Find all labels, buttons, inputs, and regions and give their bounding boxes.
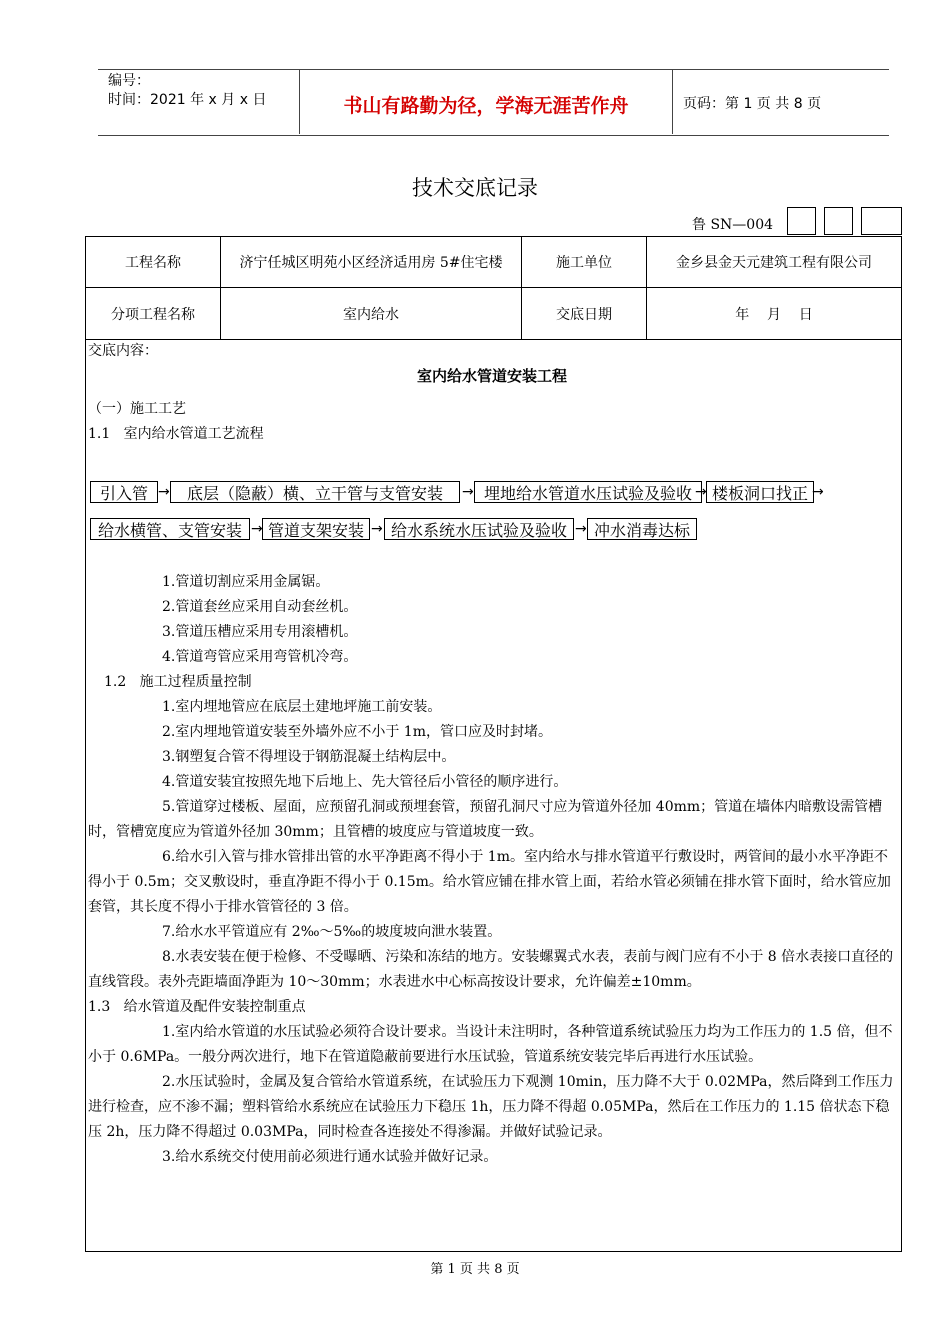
date-label: 交底日期 bbox=[556, 306, 612, 323]
list-item: 2.管道套丝应采用自动套丝机。 bbox=[162, 599, 358, 615]
header-divider bbox=[672, 70, 673, 134]
date-value: 年 月 日 bbox=[735, 306, 813, 323]
subsection-heading: 1.2 施工过程质量控制 bbox=[104, 674, 252, 690]
flow-step: 引入管 bbox=[90, 481, 158, 503]
content-top bbox=[88, 339, 896, 447]
contractor: 金乡县金天元建筑工程有限公司 bbox=[676, 255, 872, 271]
contractor-label: 施工单位 bbox=[556, 255, 612, 271]
project-name-label: 工程名称 bbox=[125, 255, 181, 271]
flow-step: 埋地给水管道水压试验及验收 bbox=[474, 481, 702, 503]
flow-step: 底层（隐蔽）横、立干管与支管安装 bbox=[170, 481, 460, 503]
list-item: 3.钢塑复合管不得埋设于钢筋混凝土结构层中。 bbox=[162, 749, 456, 765]
time-label: 时间：2021 年 x 月 x 日 bbox=[108, 92, 267, 108]
page-footer: 第 1 页 共 8 页 bbox=[430, 1262, 520, 1277]
arrow-icon: → bbox=[695, 484, 707, 500]
sub-project: 室内给水 bbox=[343, 306, 399, 323]
flow-step: 管道支架安装 bbox=[262, 518, 370, 540]
content-body bbox=[88, 570, 896, 1170]
content-label: 交底内容： bbox=[88, 343, 158, 359]
list-item: 1.室内给水管道的水压试验必须符合设计要求。当设计未注明时，各种管道系统试验压力均为工作压力的 1.5 倍，但不小于 0.6MPa。一般分两次进行，地下在管道隐蔽前要进行水压试验，管道系统安装完毕后再进行水压试验。 bbox=[88, 1024, 893, 1065]
page-info: 页码：第 1 页 共 8 页 bbox=[683, 96, 822, 112]
header-top-rule bbox=[98, 69, 889, 70]
list-item: 3.给水系统交付使用前必须进行通水试验并做好记录。 bbox=[162, 1149, 498, 1165]
sub-project-label: 分项工程名称 bbox=[111, 306, 195, 323]
flow-row-1 bbox=[90, 481, 920, 505]
code-box bbox=[861, 207, 902, 235]
number-label: 编号： bbox=[108, 73, 150, 89]
list-item: 7.给水水平管道应有 2‰～5‰的坡度坡向泄水装置。 bbox=[162, 924, 502, 940]
flow-row-2 bbox=[90, 518, 920, 542]
arrow-icon: → bbox=[251, 521, 263, 537]
doc-title: 技术交底记录 bbox=[412, 176, 538, 200]
arrow-icon: → bbox=[462, 484, 474, 500]
list-item: 2.室内埋地管道安装至外墙外应不小于 1m，管口应及时封堵。 bbox=[162, 724, 552, 740]
arrow-icon: → bbox=[575, 521, 587, 537]
project-name: 济宁任城区明苑小区经济适用房 5#住宅楼 bbox=[239, 255, 503, 271]
list-item: 5.管道穿过楼板、屋面，应预留孔洞或预埋套管，预留孔洞尺寸应为管道外径加 40mm；管道在墙体内暗敷设需管槽时，管槽宽度应为管道外径加 30mm；且管槽的坡度应与管道坡度一致。 bbox=[88, 799, 883, 840]
header-bottom-rule bbox=[98, 135, 889, 136]
flow-step: 给水横管、支管安装 bbox=[90, 518, 250, 540]
subsection-heading: 1.1 室内给水管道工艺流程 bbox=[88, 426, 264, 442]
part-heading: （一）施工工艺 bbox=[88, 401, 186, 417]
list-item: 6.给水引入管与排水管排出管的水平净距离不得小于 1m。室内给水与排水管道平行敷设时，两管间的最小水平净距不得小于 0.5m；交叉敷设时，垂直净距不得小于 0.15m。给水管应铺在排水管上面，若给水管必须铺在排水管下面时，给水管应加套管，其长度不得小于排水管管径的 3 倍。 bbox=[88, 849, 891, 915]
doc-code: 鲁 SN—004 bbox=[692, 217, 774, 233]
arrow-icon: → bbox=[371, 521, 383, 537]
code-box bbox=[824, 207, 853, 235]
list-item: 2.水压试验时，金属及复合管给水管道系统，在试验压力下观测 10min，压力降不大于 0.02MPa，然后降到工作压力进行检查，应不渗不漏；塑料管给水系统应在试验压力下稳压 1h，压力降不得超 0.05MPa，然后在工作压力的 1.15 倍状态下稳压 2h，压力降不得超过 0.03MPa，同时检查各连接处不得渗漏。并做好试验记录。 bbox=[88, 1074, 894, 1140]
arrow-icon: → bbox=[158, 484, 170, 500]
list-item: 8.水表安装在便于检修、不受曝晒、污染和冻结的地方。安装螺翼式水表，表前与阀门应有不小于 8 倍水表接口直径的直线管段。表外壳距墙面净距为 10～30mm；水表进水中心标高按设计要求，允许偏差±10mm。 bbox=[88, 949, 894, 990]
list-item: 4.管道弯管应采用弯管机冷弯。 bbox=[162, 649, 358, 665]
flow-step: 冲水消毒达标 bbox=[587, 518, 697, 540]
code-box bbox=[787, 207, 816, 235]
subsection-heading: 1.3 给水管道及配件安装控制重点 bbox=[88, 999, 306, 1015]
list-item: 1.室内埋地管应在底层土建地坪施工前安装。 bbox=[162, 699, 442, 715]
list-item: 1.管道切割应采用金属锯。 bbox=[162, 574, 330, 590]
section-title: 室内给水管道安装工程 bbox=[416, 367, 567, 385]
list-item: 3.管道压槽应采用专用滚槽机。 bbox=[162, 624, 358, 640]
flow-step: 楼板洞口找正 bbox=[706, 481, 814, 503]
header-left bbox=[108, 72, 266, 110]
motto: 书山有路勤为径，学海无涯苦作舟 bbox=[343, 95, 629, 117]
arrow-icon: → bbox=[812, 484, 824, 500]
flow-step: 给水系统水压试验及验收 bbox=[384, 518, 574, 540]
list-item: 4.管道安装宜按照先地下后地上、先大管径后小管径的顺序进行。 bbox=[162, 774, 568, 790]
